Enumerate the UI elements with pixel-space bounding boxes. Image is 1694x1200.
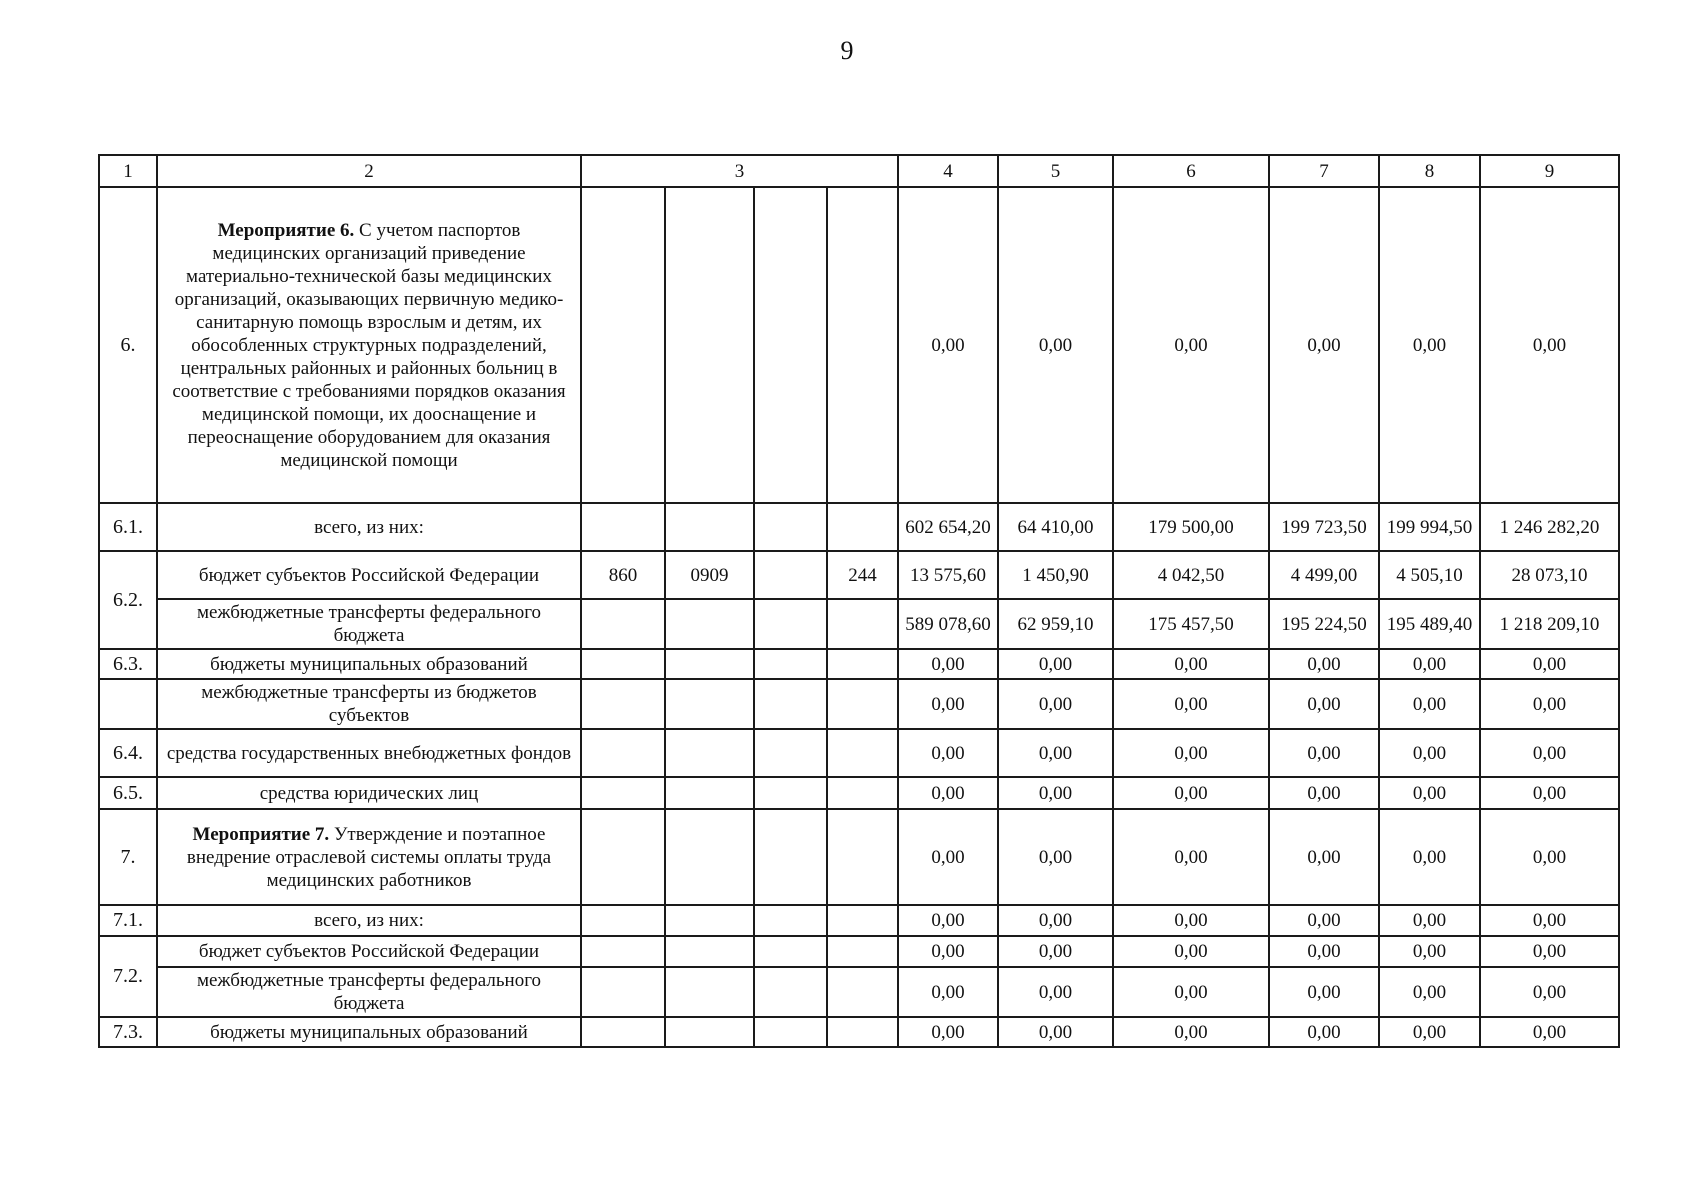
code-cell: [754, 809, 827, 905]
code-cell: [581, 1017, 665, 1047]
code-cell: [665, 809, 754, 905]
row-label: межбюджетные трансферты федерального бюджета: [157, 599, 581, 649]
row-label: бюджеты муниципальных образований: [157, 1017, 581, 1047]
value-cell: 0,00: [1113, 649, 1269, 679]
measure-title: [157, 809, 581, 905]
value-cell: 0,00: [998, 905, 1113, 936]
value-cell: 0,00: [898, 679, 998, 729]
value-cell: 0,00: [898, 809, 998, 905]
value-cell: 1 246 282,20: [1480, 503, 1619, 551]
value-cell: 0,00: [898, 936, 998, 967]
value-cell: 0,00: [1480, 729, 1619, 777]
value-cell: 0,00: [998, 809, 1113, 905]
value-cell: 0,00: [998, 777, 1113, 809]
measure-title-text: Утверждение и поэтапное внедрение отраслевой системы оплаты труда медицинских работников: [186, 823, 552, 891]
value-cell: 602 654,20: [898, 503, 998, 551]
code-cell: [581, 729, 665, 777]
row-label: межбюджетные трансферты из бюджетов субъектов: [157, 679, 581, 729]
table-row: [99, 649, 1619, 679]
value-cell: 0,00: [898, 729, 998, 777]
code-cell: [827, 649, 898, 679]
value-cell: 0,00: [1269, 777, 1379, 809]
value-cell: 0,00: [1379, 936, 1480, 967]
code-cell: [581, 905, 665, 936]
value-cell: 0,00: [1269, 936, 1379, 967]
value-cell: 0,00: [1269, 649, 1379, 679]
code-cell: [827, 187, 898, 503]
code-cell: [827, 936, 898, 967]
table-row: [99, 599, 1619, 649]
code-cell: 860: [581, 551, 665, 599]
value-cell: 0,00: [1113, 905, 1269, 936]
code-cell: [665, 936, 754, 967]
code-cell: [827, 905, 898, 936]
code-cell: [581, 777, 665, 809]
column-number: 7: [1269, 155, 1379, 187]
column-number: 1: [99, 155, 157, 187]
code-cell: [827, 599, 898, 649]
value-cell: 0,00: [1113, 936, 1269, 967]
value-cell: 0,00: [1379, 187, 1480, 503]
table-row: [99, 1017, 1619, 1047]
value-cell: 4 042,50: [1113, 551, 1269, 599]
row-label: всего, из них:: [157, 503, 581, 551]
value-cell: 13 575,60: [898, 551, 998, 599]
value-cell: 0,00: [1480, 679, 1619, 729]
value-cell: 4 499,00: [1269, 551, 1379, 599]
row-number: 6.5.: [99, 777, 157, 809]
value-cell: 0,00: [1480, 967, 1619, 1017]
code-cell: [754, 649, 827, 679]
code-cell: [754, 551, 827, 599]
value-cell: 0,00: [998, 936, 1113, 967]
column-number: 2: [157, 155, 581, 187]
column-number: 6: [1113, 155, 1269, 187]
value-cell: 0,00: [1113, 967, 1269, 1017]
code-cell: [754, 679, 827, 729]
code-cell: [581, 503, 665, 551]
code-cell: 0909: [665, 551, 754, 599]
value-cell: 0,00: [1113, 777, 1269, 809]
value-cell: 0,00: [1113, 1017, 1269, 1047]
value-cell: 0,00: [898, 649, 998, 679]
value-cell: 0,00: [898, 187, 998, 503]
code-cell: [827, 809, 898, 905]
code-cell: [665, 967, 754, 1017]
value-cell: 195 224,50: [1269, 599, 1379, 649]
value-cell: 175 457,50: [1113, 599, 1269, 649]
code-cell: [581, 936, 665, 967]
column-number-row: [99, 155, 1619, 187]
column-number: 3: [581, 155, 898, 187]
value-cell: 0,00: [1379, 729, 1480, 777]
value-cell: 179 500,00: [1113, 503, 1269, 551]
value-cell: 589 078,60: [898, 599, 998, 649]
row-label: межбюджетные трансферты федерального бюджета: [157, 967, 581, 1017]
value-cell: 0,00: [1269, 1017, 1379, 1047]
code-cell: [754, 967, 827, 1017]
code-cell: [665, 187, 754, 503]
value-cell: 0,00: [998, 187, 1113, 503]
code-cell: [754, 1017, 827, 1047]
value-cell: 0,00: [898, 1017, 998, 1047]
value-cell: 0,00: [898, 905, 998, 936]
code-cell: [581, 649, 665, 679]
table-row: [99, 187, 1619, 503]
value-cell: 0,00: [1480, 649, 1619, 679]
code-cell: [754, 729, 827, 777]
value-cell: 0,00: [1480, 905, 1619, 936]
row-label: средства государственных внебюджетных фондов: [157, 729, 581, 777]
code-cell: 244: [827, 551, 898, 599]
value-cell: 0,00: [1113, 809, 1269, 905]
row-number: 6.: [99, 187, 157, 503]
value-cell: 0,00: [1113, 187, 1269, 503]
table-row: [99, 936, 1619, 967]
measure-title: [157, 187, 581, 503]
code-cell: [754, 599, 827, 649]
column-number: 8: [1379, 155, 1480, 187]
row-number: 7.1.: [99, 905, 157, 936]
code-cell: [581, 187, 665, 503]
table-row: [99, 905, 1619, 936]
code-cell: [827, 967, 898, 1017]
value-cell: 0,00: [1480, 936, 1619, 967]
value-cell: 28 073,10: [1480, 551, 1619, 599]
table-row: [99, 679, 1619, 729]
code-cell: [754, 187, 827, 503]
value-cell: 0,00: [998, 729, 1113, 777]
row-label: бюджет субъектов Российской Федерации: [157, 551, 581, 599]
table-row: [99, 809, 1619, 905]
column-number: 9: [1480, 155, 1619, 187]
value-cell: 0,00: [1113, 679, 1269, 729]
code-cell: [665, 729, 754, 777]
value-cell: 0,00: [1379, 1017, 1480, 1047]
table-row: [99, 503, 1619, 551]
row-label: всего, из них:: [157, 905, 581, 936]
row-number: 6.4.: [99, 729, 157, 777]
code-cell: [754, 503, 827, 551]
code-cell: [827, 1017, 898, 1047]
code-cell: [665, 649, 754, 679]
table-row: [99, 551, 1619, 599]
row-number: [99, 679, 157, 729]
value-cell: 0,00: [1480, 1017, 1619, 1047]
code-cell: [665, 599, 754, 649]
value-cell: 195 489,40: [1379, 599, 1480, 649]
code-cell: [754, 905, 827, 936]
value-cell: 0,00: [898, 777, 998, 809]
value-cell: 1 450,90: [998, 551, 1113, 599]
value-cell: 4 505,10: [1379, 551, 1480, 599]
value-cell: 0,00: [1269, 187, 1379, 503]
table-row: [99, 967, 1619, 1017]
row-number: 6.1.: [99, 503, 157, 551]
value-cell: 0,00: [998, 967, 1113, 1017]
value-cell: 0,00: [998, 649, 1113, 679]
row-label: средства юридических лиц: [157, 777, 581, 809]
code-cell: [827, 729, 898, 777]
column-number: 5: [998, 155, 1113, 187]
value-cell: 0,00: [1269, 905, 1379, 936]
code-cell: [581, 967, 665, 1017]
value-cell: 0,00: [1269, 809, 1379, 905]
measure-title-bold: Мероприятие 6.: [217, 219, 355, 241]
code-cell: [665, 503, 754, 551]
value-cell: 0,00: [1269, 729, 1379, 777]
value-cell: 0,00: [1379, 905, 1480, 936]
table-row: [99, 729, 1619, 777]
budget-table: [98, 154, 1620, 1048]
row-label: бюджет субъектов Российской Федерации: [157, 936, 581, 967]
code-cell: [827, 503, 898, 551]
value-cell: 199 994,50: [1379, 503, 1480, 551]
value-cell: 64 410,00: [998, 503, 1113, 551]
column-number: 4: [898, 155, 998, 187]
measure-title-bold: Мероприятие 7.: [192, 823, 330, 845]
value-cell: 199 723,50: [1269, 503, 1379, 551]
code-cell: [665, 777, 754, 809]
code-cell: [581, 599, 665, 649]
value-cell: 0,00: [1379, 777, 1480, 809]
value-cell: 62 959,10: [998, 599, 1113, 649]
code-cell: [827, 679, 898, 729]
row-number: 7.: [99, 809, 157, 905]
value-cell: 0,00: [1379, 809, 1480, 905]
value-cell: 0,00: [1480, 777, 1619, 809]
row-number: 7.3.: [99, 1017, 157, 1047]
value-cell: 0,00: [1113, 729, 1269, 777]
row-number: 7.2.: [99, 936, 157, 1017]
code-cell: [665, 905, 754, 936]
page-number: 9: [840, 36, 854, 65]
code-cell: [827, 777, 898, 809]
table-row: [99, 777, 1619, 809]
code-cell: [665, 679, 754, 729]
row-number: 6.2.: [99, 551, 157, 649]
code-cell: [665, 1017, 754, 1047]
row-label: бюджеты муниципальных образований: [157, 649, 581, 679]
value-cell: 0,00: [1379, 679, 1480, 729]
value-cell: 0,00: [998, 679, 1113, 729]
row-number: 6.3.: [99, 649, 157, 679]
value-cell: 0,00: [898, 967, 998, 1017]
code-cell: [754, 936, 827, 967]
value-cell: 0,00: [1379, 967, 1480, 1017]
code-cell: [754, 777, 827, 809]
value-cell: 1 218 209,10: [1480, 599, 1619, 649]
code-cell: [581, 809, 665, 905]
value-cell: 0,00: [1269, 679, 1379, 729]
measure-title-text: С учетом паспортов медицинских организаций приведение материально-технической базы медицинских организаций, оказывающих первичную медико-санитарную помощь взрослым и детям, их обособленных структурных подразделений, центральных районных и районных больниц в соответствие с требованиями порядков оказания медицинской помощи, их дооснащение и переоснащение оборудованием для оказания медицинской помощи: [172, 219, 566, 471]
code-cell: [581, 679, 665, 729]
value-cell: 0,00: [998, 1017, 1113, 1047]
value-cell: 0,00: [1480, 809, 1619, 905]
value-cell: 0,00: [1269, 967, 1379, 1017]
value-cell: 0,00: [1480, 187, 1619, 503]
value-cell: 0,00: [1379, 649, 1480, 679]
